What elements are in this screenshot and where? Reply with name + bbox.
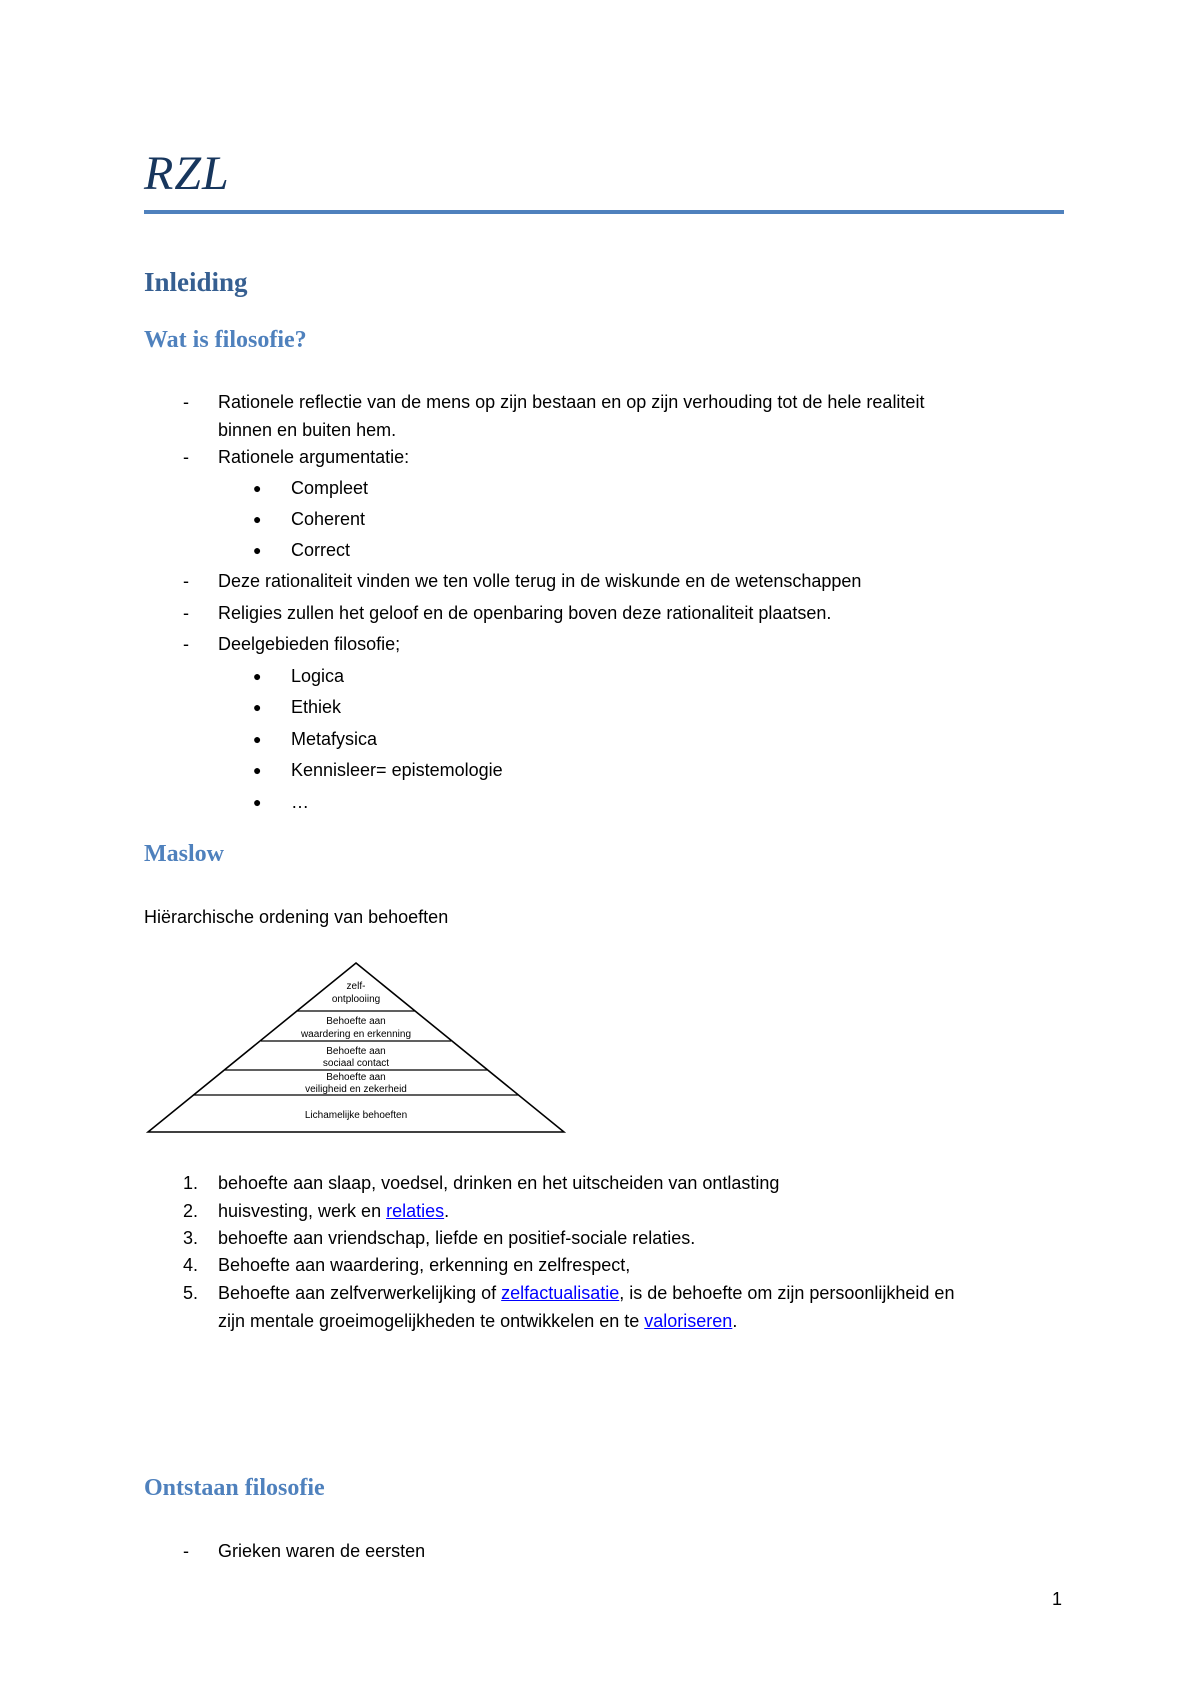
heading-inleiding: Inleiding	[144, 267, 248, 297]
list-number: 5.	[183, 1283, 199, 1303]
sub-list-item: Metafysica	[291, 729, 378, 749]
list-item: Deelgebieden filosofie;	[218, 634, 401, 654]
list-text: Behoefte aan zelfverwerkelijking of	[218, 1283, 502, 1303]
dash-marker: -	[183, 571, 189, 591]
bullet-marker: ●	[253, 511, 262, 527]
list-item: Religies zullen het geloof en de openbaring boven deze rationaliteit plaatsen.	[218, 603, 832, 623]
dash-marker: -	[183, 392, 189, 412]
dash-marker: -	[183, 447, 189, 467]
list-item: Grieken waren de eersten	[218, 1541, 426, 1561]
list-text: , is de behoefte om zijn persoonlijkheid en	[619, 1283, 955, 1303]
list-text: huisvesting, werk en	[218, 1201, 387, 1221]
bullet-marker: ●	[253, 794, 262, 810]
list-number: 1.	[183, 1173, 199, 1193]
numbered-list-item	[218, 1281, 954, 1305]
list-number: 4.	[183, 1255, 199, 1275]
list-item: Rationele argumentatie:	[218, 447, 410, 467]
heading-maslow: Maslow	[144, 841, 224, 867]
pyramid-tier-label: veiligheid en zekerheid	[305, 1084, 407, 1095]
pyramid-tier-label: Lichamelijke behoeften	[304, 1110, 408, 1121]
numbered-list-item: Behoefte aan waardering, erkenning en zelfrespect,	[218, 1255, 631, 1275]
list-number: 2.	[183, 1201, 199, 1221]
link-valoriseren[interactable]: valoriseren	[644, 1311, 733, 1331]
link-zelfactualisatie[interactable]: zelfactualisatie	[501, 1283, 620, 1303]
pyramid-tier-label: Behoefte aan	[326, 1072, 386, 1083]
title-underline	[144, 210, 1064, 214]
numbered-list-item: behoefte aan vriendschap, liefde en positief-sociale relaties.	[218, 1228, 696, 1248]
sub-list-item: Kennisleer= epistemologie	[291, 760, 503, 780]
bullet-marker: ●	[253, 480, 262, 496]
list-number: 3.	[183, 1228, 199, 1248]
heading-wat-is-filosofie: Wat is filosofie?	[144, 327, 307, 353]
pyramid-tier-label: sociaal contact	[322, 1058, 390, 1069]
dash-marker: -	[183, 603, 189, 623]
sub-list-item: Logica	[291, 666, 345, 686]
sub-list-item: …	[291, 792, 309, 812]
numbered-list-item	[218, 1199, 449, 1223]
list-text: zijn mentale groeimogelijkheden te ontwikkelen en te	[218, 1311, 645, 1331]
maslow-pyramid-diagram	[146, 960, 566, 1138]
bullet-marker: ●	[253, 731, 262, 747]
page-number: 1	[1052, 1589, 1063, 1609]
sub-list-item: Compleet	[291, 478, 369, 498]
list-item-line: Rationele reflectie van de mens op zijn bestaan en op zijn verhouding tot de hele realiteit	[218, 392, 925, 412]
heading-ontstaan-filosofie: Ontstaan filosofie	[144, 1475, 325, 1501]
list-text: .	[444, 1201, 450, 1221]
pyramid-tier-label: waardering en erkenning	[300, 1029, 412, 1040]
list-item-line: binnen en buiten hem.	[218, 420, 397, 440]
maslow-intro: Hiërarchische ordening van behoeften	[144, 907, 449, 927]
pyramid-tier-label: ontplooiing	[331, 994, 381, 1005]
bullet-marker: ●	[253, 542, 262, 558]
document-title: RZL	[144, 147, 230, 200]
pyramid-tier-label: zelf-	[346, 981, 366, 992]
list-item: Deze rationaliteit vinden we ten volle terug in de wiskunde en de wetenschappen	[218, 571, 862, 591]
pyramid-tier-label: Behoefte aan	[326, 1046, 386, 1057]
dash-marker: -	[183, 634, 189, 654]
pyramid-tier-label: Behoefte aan	[326, 1016, 386, 1027]
sub-list-item: Correct	[291, 540, 351, 560]
bullet-marker: ●	[253, 699, 262, 715]
bullet-marker: ●	[253, 762, 262, 778]
bullet-marker: ●	[253, 668, 262, 684]
sub-list-item: Ethiek	[291, 697, 342, 717]
sub-list-item: Coherent	[291, 509, 366, 529]
link-relaties[interactable]: relaties	[386, 1201, 445, 1221]
list-text: .	[732, 1311, 738, 1331]
dash-marker: -	[183, 1541, 189, 1561]
numbered-list-item-continuation	[218, 1309, 737, 1333]
numbered-list-item: behoefte aan slaap, voedsel, drinken en het uitscheiden van ontlasting	[218, 1173, 780, 1193]
